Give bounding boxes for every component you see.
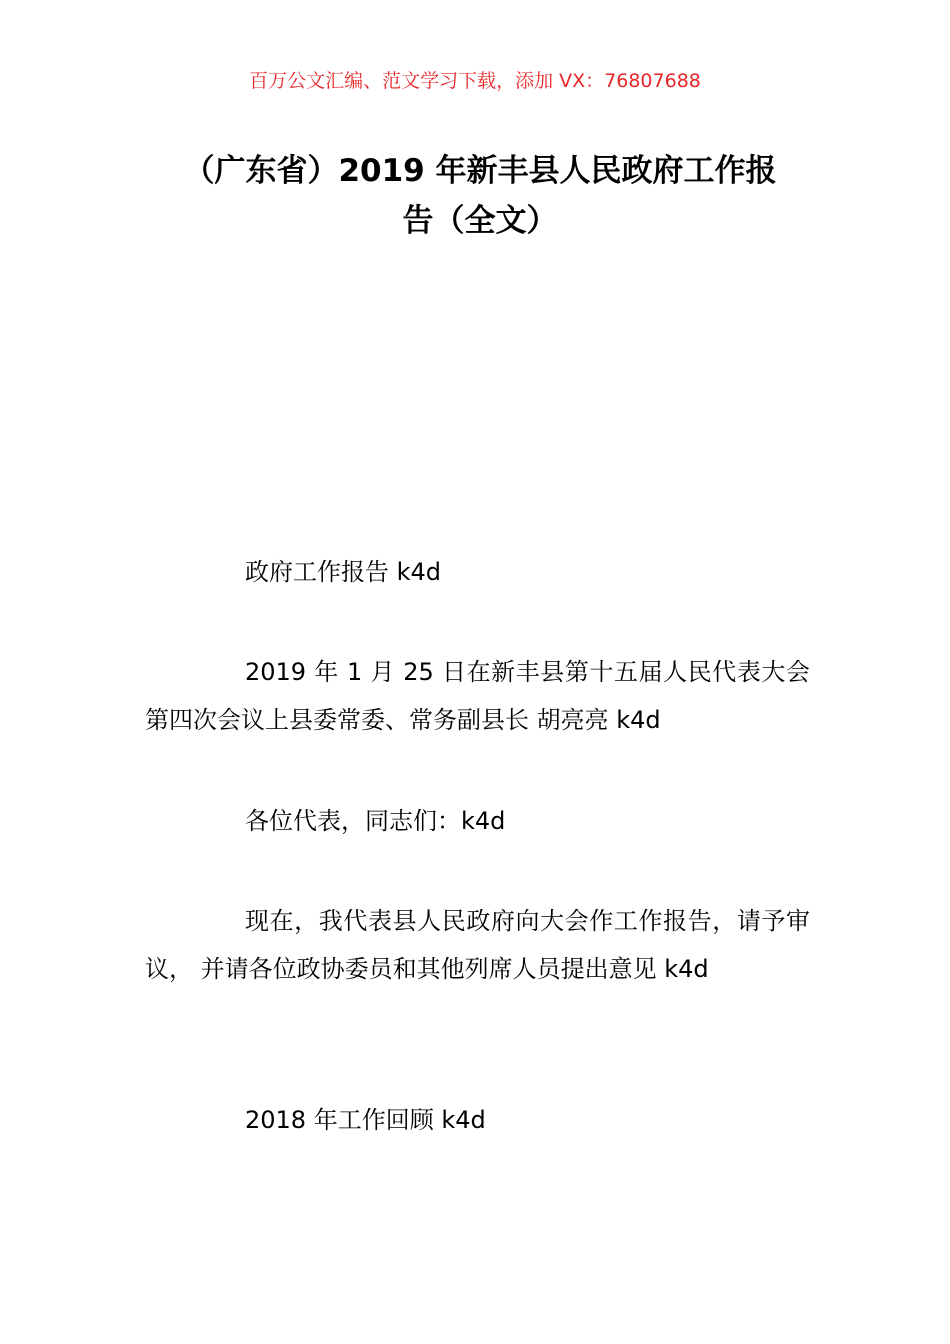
paragraph-meeting-info: 2019 年 1 月 25 日在新丰县第十五届人民代表大会第四次会议上县委常委、常务副县长 胡亮亮 k4d: [145, 658, 810, 734]
paragraph-report-label: 政府工作报告 k4d: [245, 558, 442, 586]
section-heading-2018-review: 2018 年工作回顾 k4d: [245, 1106, 486, 1134]
document-title-line-1: （广东省）2019 年新丰县人民政府工作报: [183, 153, 777, 189]
header-note: 百万公文汇编、范文学习下载，添加 VX：76807688: [249, 70, 701, 92]
paragraph-salutation: 各位代表，同志们：k4d: [245, 807, 506, 835]
document-title: [140, 146, 820, 246]
paragraph-intro: 现在，我代表县人民政府向大会作工作报告，请予审议， 并请各位政协委员和其他列席人员提出意见 k4d: [145, 907, 810, 983]
document-title-line-2: 告（全文）: [402, 203, 558, 239]
